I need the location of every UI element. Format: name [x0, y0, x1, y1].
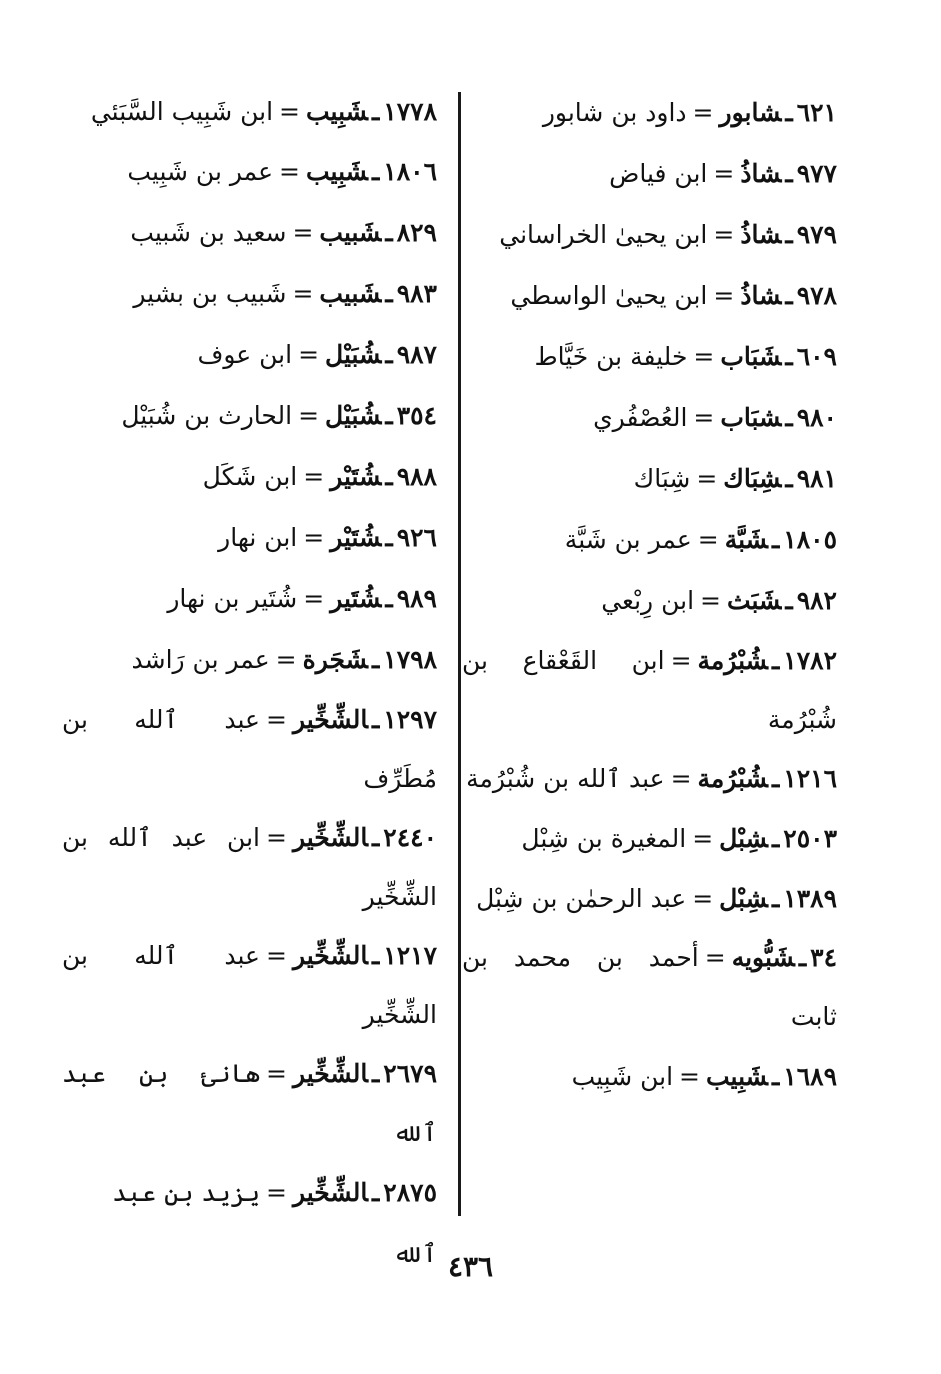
page-number: ٤٣٦ — [447, 1250, 494, 1283]
column-divider — [458, 92, 461, 1216]
list-item: ١٢١٦ـشُبْرُمة=عبد ٱلله بن شُبْرُمة — [466, 764, 837, 793]
list-item: ٣٤ـشَبُّويه=أحمد بن محمد بن ثابت — [462, 943, 837, 1031]
list-item: ٩٨٨ـشُتَيْر=ابن شَكَل — [202, 462, 437, 491]
list-item: ٩٨٣ـشَبيب=شَبيب بن بشير — [133, 279, 437, 308]
list-item: ٦٠٩ـشَبَاب=خليفة بن خَيَّاط — [534, 342, 837, 371]
list-item: ٣٥٤ـشُبَيْل=الحارث بن شُبَيْل — [121, 401, 437, 430]
list-item: ٩٧٨ـشاذُ=ابن يحيىٰ الواسطي — [510, 281, 837, 310]
list-item: ١٦٨٩ـشَبِيب=ابن شَبِيب — [571, 1062, 837, 1091]
left-column — [62, 82, 437, 1284]
list-item: ٦٢١ـشابور=داود بن شابور — [542, 98, 837, 127]
list-item: ٩٧٧ـشاذُ=ابن فياض — [609, 159, 837, 188]
list-item: ٢٨٧٥ـالشِّخِّير=يزيد بن عبد ٱلله — [112, 1178, 437, 1268]
list-item: ١٣٨٩ـشِبْل=عبد الرحمٰن بن شِبْل — [476, 884, 837, 913]
list-item: ١٨٠٦ـشَبِيب=عمر بن شَبِيب — [127, 157, 437, 186]
list-item: ٩٧٩ـشاذُ=ابن يحيىٰ الخراساني — [499, 220, 837, 249]
list-item: ٨٢٩ـشَبيب=سعيد بن شَبيب — [130, 218, 437, 247]
list-item: ١٧٧٨ـشَبِيب=ابن شَبِيب السَّبَئي — [90, 97, 437, 126]
list-item: ٩٨٢ـشَبَث=ابن رِبْعي — [601, 586, 837, 615]
list-item: ٢٥٠٣ـشِبْل=المغيرة بن شِبْل — [521, 824, 837, 853]
list-item: ٩٨٩ـشُتَير=شُتَير بن نهار — [167, 584, 437, 613]
list-item: ٩٨١ـشِبَاك=شِبَاك — [633, 464, 837, 493]
list-item: ٩٢٦ـشُتَيْر=ابن نهار — [218, 523, 437, 552]
list-item: ١٢٩٧ـالشِّخِّير=عبد ٱلله بن مُطَرِّف — [62, 705, 437, 793]
right-column — [462, 82, 837, 1107]
list-item: ١٨٠٥ـشَبَّة=عمر بن شَبَّة — [564, 525, 837, 554]
list-item: ٩٨٠ـشبَاب=العُصْفُري — [593, 403, 837, 432]
list-item: ١٢١٧ـالشِّخِّير=عبد ٱلله بن الشِّخِّير — [62, 941, 437, 1029]
list-item: ٢٤٤٠ـالشِّخِّير=ابن عبد ٱلله بن الشِّخِّير — [62, 823, 437, 911]
list-item: ٢٦٧٩ـالشِّخِّير=هانئ بن عبد ٱلله — [62, 1059, 437, 1147]
list-item: ١٧٩٨ـشَجَرة=عمر بن رَاشد — [131, 645, 437, 674]
list-item: ١٧٨٢ـشُبْرُمة=ابن القَعْقاع بن شُبْرُمة — [462, 646, 837, 734]
list-item: ٩٨٧ـشُبَيْل=ابن عوف — [197, 340, 437, 369]
